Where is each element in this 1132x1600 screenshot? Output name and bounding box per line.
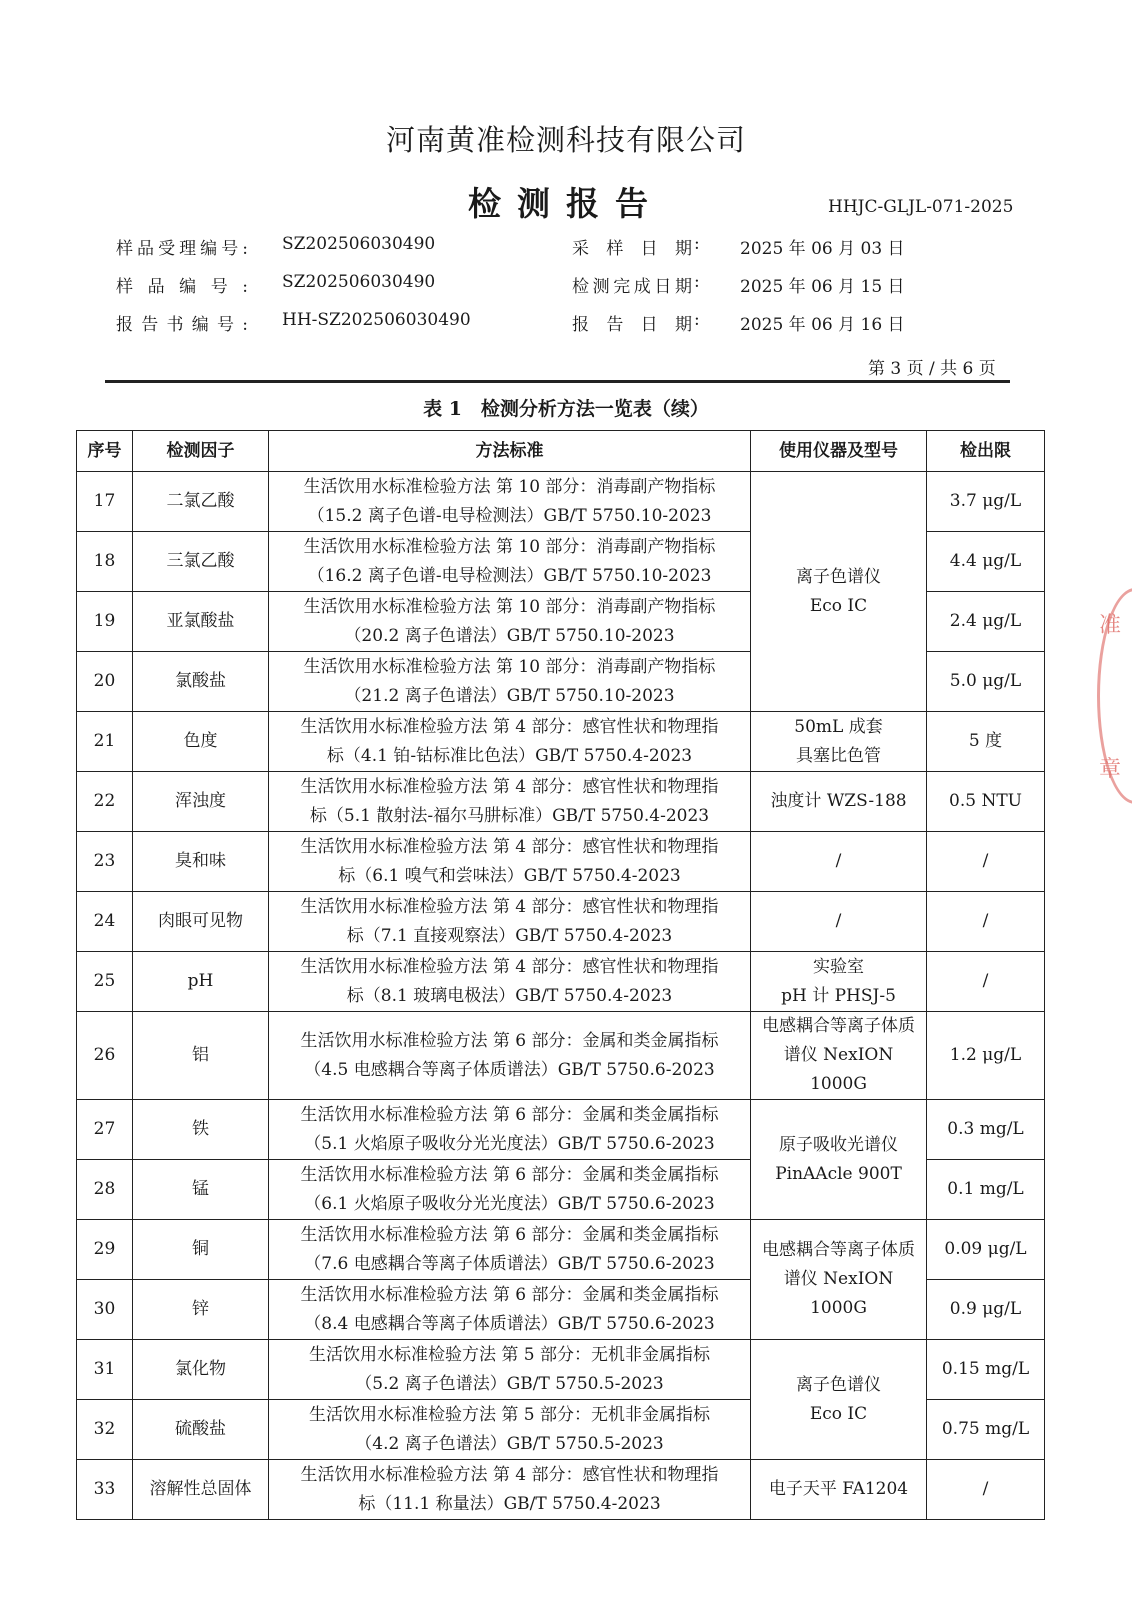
table-row	[77, 1220, 1045, 1280]
method-line-1: 生活饮用水标准检验方法 第 6 部分：金属和类金属指标	[300, 1164, 719, 1185]
company-name: 河南黄准检测科技有限公司	[385, 123, 746, 157]
method-line-2: 标（4.1 铂-钴标准比色法）GB/T 5750.4-2023	[326, 745, 693, 766]
instrument-line-1: 50mL 成套	[794, 716, 883, 737]
row-instrument: /	[751, 832, 927, 892]
row-factor: 臭和味	[133, 832, 269, 892]
completion-date-label: 检测完成日期	[572, 277, 692, 297]
method-line-1: 生活饮用水标准检验方法 第 4 部分：感官性状和物理指	[300, 776, 719, 797]
report-title: 检测报告	[468, 184, 664, 223]
row-no: 23	[77, 832, 133, 892]
row-no: 27	[77, 1100, 133, 1160]
row-factor: 锌	[133, 1280, 269, 1340]
row-limit: /	[927, 892, 1045, 952]
methods-table	[76, 430, 1045, 1520]
report-date-colon: :	[694, 310, 700, 330]
row-factor: pH	[133, 952, 269, 1012]
row-factor: 浑浊度	[133, 772, 269, 832]
row-limit: /	[927, 832, 1045, 892]
sampling-date-colon: :	[694, 234, 700, 254]
page-indicator: 第 3 页 / 共 6 页	[868, 359, 996, 379]
row-limit: 1.2 μg/L	[927, 1012, 1045, 1100]
row-instrument	[751, 1100, 927, 1220]
row-instrument	[751, 472, 927, 712]
row-method	[269, 1400, 751, 1460]
row-factor: 铜	[133, 1220, 269, 1280]
instrument-line-2: 谱仪 NexION 1000G	[783, 1045, 894, 1094]
table-row	[77, 1012, 1045, 1100]
row-no: 29	[77, 1220, 133, 1280]
report-no: HH-SZ202506030490	[282, 310, 471, 330]
row-no: 31	[77, 1340, 133, 1400]
table-row	[77, 772, 1045, 832]
table-row	[77, 1340, 1045, 1400]
method-line-1: 生活饮用水标准检验方法 第 6 部分：金属和类金属指标	[300, 1030, 719, 1051]
method-line-2: 标（8.1 玻璃电极法）GB/T 5750.4-2023	[346, 985, 673, 1006]
method-line-1: 生活饮用水标准检验方法 第 10 部分：消毒副产物指标	[303, 536, 716, 557]
method-line-1: 生活饮用水标准检验方法 第 4 部分：感官性状和物理指	[300, 896, 719, 917]
method-line-1: 生活饮用水标准检验方法 第 4 部分：感官性状和物理指	[300, 956, 719, 977]
method-line-2: （15.2 离子色谱-电导检测法）GB/T 5750.10-2023	[307, 505, 712, 526]
row-no: 20	[77, 652, 133, 712]
row-no: 26	[77, 1012, 133, 1100]
method-line-1: 生活饮用水标准检验方法 第 10 部分：消毒副产物指标	[303, 596, 716, 617]
method-line-1: 生活饮用水标准检验方法 第 6 部分：金属和类金属指标	[300, 1284, 719, 1305]
row-limit: 4.4 μg/L	[927, 532, 1045, 592]
instrument-line-1: 原子吸收光谱仪	[779, 1134, 898, 1155]
row-method	[269, 1340, 751, 1400]
row-method	[269, 1160, 751, 1220]
row-limit: 3.7 μg/L	[927, 472, 1045, 532]
table-row	[77, 832, 1045, 892]
method-line-1: 生活饮用水标准检验方法 第 4 部分：感官性状和物理指	[300, 716, 719, 737]
method-line-1: 生活饮用水标准检验方法 第 5 部分：无机非金属指标	[308, 1344, 711, 1365]
row-factor: 铁	[133, 1100, 269, 1160]
row-no: 28	[77, 1160, 133, 1220]
method-line-2: （20.2 离子色谱法）GB/T 5750.10-2023	[344, 625, 675, 646]
row-factor: 氯酸盐	[133, 652, 269, 712]
method-line-2: （4.5 电感耦合等离子体质谱法）GB/T 5750.6-2023	[304, 1059, 715, 1080]
header-factor: 检测因子	[133, 431, 269, 472]
row-no: 25	[77, 952, 133, 1012]
row-method	[269, 592, 751, 652]
method-line-2: （4.2 离子色谱法）GB/T 5750.5-2023	[355, 1433, 664, 1454]
report-date-label: 报告日期	[572, 315, 692, 335]
report-code: HHJC-GLJL-071-2025	[828, 197, 1014, 217]
row-factor: 二氯乙酸	[133, 472, 269, 532]
row-instrument	[751, 1220, 927, 1340]
row-method	[269, 652, 751, 712]
row-method	[269, 1280, 751, 1340]
method-line-2: （8.4 电感耦合等离子体质谱法）GB/T 5750.6-2023	[304, 1313, 715, 1334]
header-limit: 检出限	[927, 431, 1045, 472]
method-line-2: 标（7.1 直接观察法）GB/T 5750.4-2023	[346, 925, 673, 946]
instrument-line-1: 电感耦合等离子体质	[762, 1016, 915, 1036]
seal-char-top: 准	[1099, 613, 1122, 638]
row-instrument	[751, 952, 927, 1012]
method-line-1: 生活饮用水标准检验方法 第 4 部分：感官性状和物理指	[300, 1464, 719, 1485]
row-limit: 0.75 mg/L	[927, 1400, 1045, 1460]
method-line-2: （6.1 火焰原子吸收分光光度法）GB/T 5750.6-2023	[304, 1193, 715, 1214]
header-method: 方法标准	[269, 431, 751, 472]
row-limit: 0.1 mg/L	[927, 1160, 1045, 1220]
instrument-line-1: 离子色谱仪	[796, 566, 881, 587]
row-limit: 2.4 μg/L	[927, 592, 1045, 652]
report-date: 2025 年 06 月 16 日	[740, 315, 905, 335]
report-no-label: 报告书编号:	[116, 315, 248, 335]
table-row	[77, 892, 1045, 952]
header-instrument: 使用仪器及型号	[751, 431, 927, 472]
method-line-2: （21.2 离子色谱法）GB/T 5750.10-2023	[344, 685, 675, 706]
table-header-row	[77, 431, 1045, 472]
row-instrument	[751, 1340, 927, 1460]
row-no: 32	[77, 1400, 133, 1460]
row-no: 30	[77, 1280, 133, 1340]
row-factor: 三氯乙酸	[133, 532, 269, 592]
row-no: 17	[77, 472, 133, 532]
row-method	[269, 952, 751, 1012]
instrument-line-2: Eco IC	[809, 595, 868, 616]
row-instrument: 电子天平 FA1204	[751, 1460, 927, 1520]
row-no: 21	[77, 712, 133, 772]
row-no: 22	[77, 772, 133, 832]
instrument-line-2: Eco IC	[809, 1403, 868, 1424]
row-factor: 铝	[133, 1012, 269, 1100]
method-line-2: 标（11.1 称量法）GB/T 5750.4-2023	[358, 1493, 661, 1514]
instrument-line-1: 离子色谱仪	[796, 1374, 881, 1395]
row-method	[269, 892, 751, 952]
row-factor: 硫酸盐	[133, 1400, 269, 1460]
row-factor: 肉眼可见物	[133, 892, 269, 952]
method-line-1: 生活饮用水标准检验方法 第 4 部分：感官性状和物理指	[300, 836, 719, 857]
row-factor: 氯化物	[133, 1340, 269, 1400]
sampling-date: 2025 年 06 月 03 日	[740, 239, 905, 259]
row-method	[269, 532, 751, 592]
completion-date-colon: :	[694, 272, 700, 292]
instrument-line-2: 具塞比色管	[796, 745, 881, 766]
row-limit: 0.09 μg/L	[927, 1220, 1045, 1280]
row-instrument: /	[751, 892, 927, 952]
row-method	[269, 1012, 751, 1100]
sample-receipt-no: SZ202506030490	[282, 234, 436, 254]
sample-no-label: 样品编号:	[116, 277, 248, 297]
row-limit: /	[927, 1460, 1045, 1520]
row-method	[269, 1100, 751, 1160]
method-line-2: 标（5.1 散射法-福尔马肼标准）GB/T 5750.4-2023	[309, 805, 710, 826]
row-factor: 色度	[133, 712, 269, 772]
method-line-1: 生活饮用水标准检验方法 第 5 部分：无机非金属指标	[308, 1404, 711, 1425]
row-method	[269, 712, 751, 772]
row-limit: 0.15 mg/L	[927, 1340, 1045, 1400]
method-line-2: （5.2 离子色谱法）GB/T 5750.5-2023	[355, 1373, 664, 1394]
row-method	[269, 1220, 751, 1280]
sample-no: SZ202506030490	[282, 272, 436, 292]
row-no: 19	[77, 592, 133, 652]
row-method	[269, 772, 751, 832]
row-instrument: 浊度计 WZS-188	[751, 772, 927, 832]
sample-receipt-no-label: 样品受理编号:	[116, 239, 248, 259]
header-divider	[105, 380, 1010, 383]
method-line-1: 生活饮用水标准检验方法 第 6 部分：金属和类金属指标	[300, 1224, 719, 1245]
row-no: 18	[77, 532, 133, 592]
method-line-2: （5.1 火焰原子吸收分光光度法）GB/T 5750.6-2023	[304, 1133, 715, 1154]
table-row	[77, 712, 1045, 772]
instrument-line-2: pH 计 PHSJ-5	[781, 985, 896, 1006]
row-factor: 锰	[133, 1160, 269, 1220]
method-line-1: 生活饮用水标准检验方法 第 6 部分：金属和类金属指标	[300, 1104, 719, 1125]
row-method	[269, 832, 751, 892]
row-no: 33	[77, 1460, 133, 1520]
method-line-1: 生活饮用水标准检验方法 第 10 部分：消毒副产物指标	[303, 476, 716, 497]
row-limit: 5.0 μg/L	[927, 652, 1045, 712]
row-limit: /	[927, 952, 1045, 1012]
row-limit: 5 度	[927, 712, 1045, 772]
table-title: 表 1 检测分析方法一览表（续）	[423, 398, 709, 420]
row-limit: 0.9 μg/L	[927, 1280, 1045, 1340]
completion-date: 2025 年 06 月 15 日	[740, 277, 905, 297]
instrument-line-1: 实验室	[813, 956, 864, 977]
row-factor: 溶解性总固体	[133, 1460, 269, 1520]
instrument-line-2: 谱仪 NexION 1000G	[783, 1269, 894, 1318]
row-method	[269, 472, 751, 532]
method-line-2: （7.6 电感耦合等离子体质谱法）GB/T 5750.6-2023	[304, 1253, 715, 1274]
method-line-1: 生活饮用水标准检验方法 第 10 部分：消毒副产物指标	[303, 656, 716, 677]
table-row	[77, 952, 1045, 1012]
instrument-line-1: 电感耦合等离子体质	[762, 1240, 915, 1260]
row-no: 24	[77, 892, 133, 952]
seal-char-bottom: 章	[1099, 757, 1122, 782]
row-limit: 0.5 NTU	[927, 772, 1045, 832]
row-instrument	[751, 712, 927, 772]
row-method	[269, 1460, 751, 1520]
table-row	[77, 1100, 1045, 1160]
row-factor: 亚氯酸盐	[133, 592, 269, 652]
sampling-date-label: 采样日期	[572, 239, 692, 259]
method-line-2: （16.2 离子色谱-电导检测法）GB/T 5750.10-2023	[307, 565, 712, 586]
table-row	[77, 472, 1045, 532]
row-limit: 0.3 mg/L	[927, 1100, 1045, 1160]
method-line-2: 标（6.1 嗅气和尝味法）GB/T 5750.4-2023	[338, 865, 681, 886]
table-row	[77, 1460, 1045, 1520]
row-instrument	[751, 1012, 927, 1100]
header-no: 序号	[77, 431, 133, 472]
instrument-line-2: PinAAcle 900T	[775, 1163, 902, 1184]
